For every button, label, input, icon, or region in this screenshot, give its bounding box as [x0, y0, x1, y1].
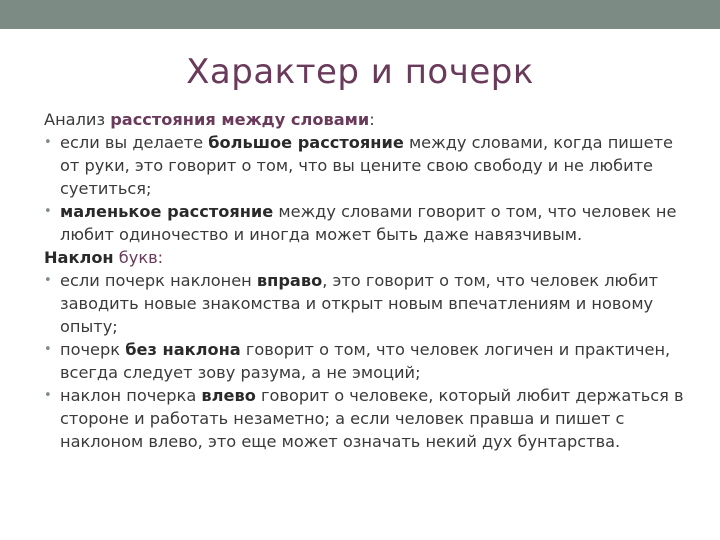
bullet-icon: • — [44, 342, 52, 357]
list-item-text: между словами говорит о том, что человек не любит одиночество и иногда может быть даже навязчивым. — [60, 202, 677, 244]
list-item-emphasis: вправо — [256, 271, 323, 290]
bullet-icon: • — [44, 388, 52, 403]
bullet-list-spacing — [44, 131, 694, 246]
list-item-emphasis: большое расстояние — [208, 133, 404, 152]
slide-title: Характер и почерк — [186, 52, 534, 92]
section-heading-bold: Наклон — [44, 248, 114, 267]
list-item — [44, 200, 694, 246]
bullet-icon: • — [44, 273, 52, 288]
list-item-text: говорит о человеке, который любит держаться в стороне и работать незаметно; а если человек правша и пишет с наклоном влево, это еще может означать некий дух бунтарства. — [60, 386, 684, 451]
top-bar — [0, 0, 720, 29]
section-heading-spacing — [44, 108, 694, 131]
list-item — [44, 384, 694, 453]
list-item-text: если почерк наклонен — [60, 271, 257, 290]
bullet-list-slant — [44, 269, 694, 453]
list-item-text: почерк — [60, 340, 126, 359]
list-item-text: между словами, когда пишете от руки, это говорит о том, что вы цените свою свободу и не любите суетиться; — [60, 133, 673, 198]
list-item — [44, 131, 694, 200]
list-item-text: , это говорит о том, что человек любит заводить новые знакомства и открыт новым впечатлениям и новому опыту; — [60, 271, 659, 336]
slide-content — [44, 108, 694, 453]
section-heading-slant — [44, 246, 694, 269]
section-heading-tail: : — [369, 110, 375, 129]
bullet-icon: • — [44, 204, 52, 219]
list-item-text: говорит о том, что человек логичен и практичен, всегда следует зову разума, а не эмоций; — [60, 340, 671, 382]
list-item-text: если вы делаете — [60, 133, 209, 152]
list-item-text: наклон почерка — [60, 386, 202, 405]
list-item — [44, 269, 694, 338]
section-heading-tail: букв: — [113, 248, 164, 267]
list-item-emphasis: без наклона — [125, 340, 241, 359]
list-item-emphasis: маленькое расстояние — [60, 202, 274, 221]
section-heading-accent: расстояния между словами — [110, 110, 370, 129]
list-item-emphasis: влево — [201, 386, 256, 405]
bullet-icon: • — [44, 135, 52, 150]
section-heading-lead: Анализ — [44, 110, 111, 129]
list-item — [44, 338, 694, 384]
